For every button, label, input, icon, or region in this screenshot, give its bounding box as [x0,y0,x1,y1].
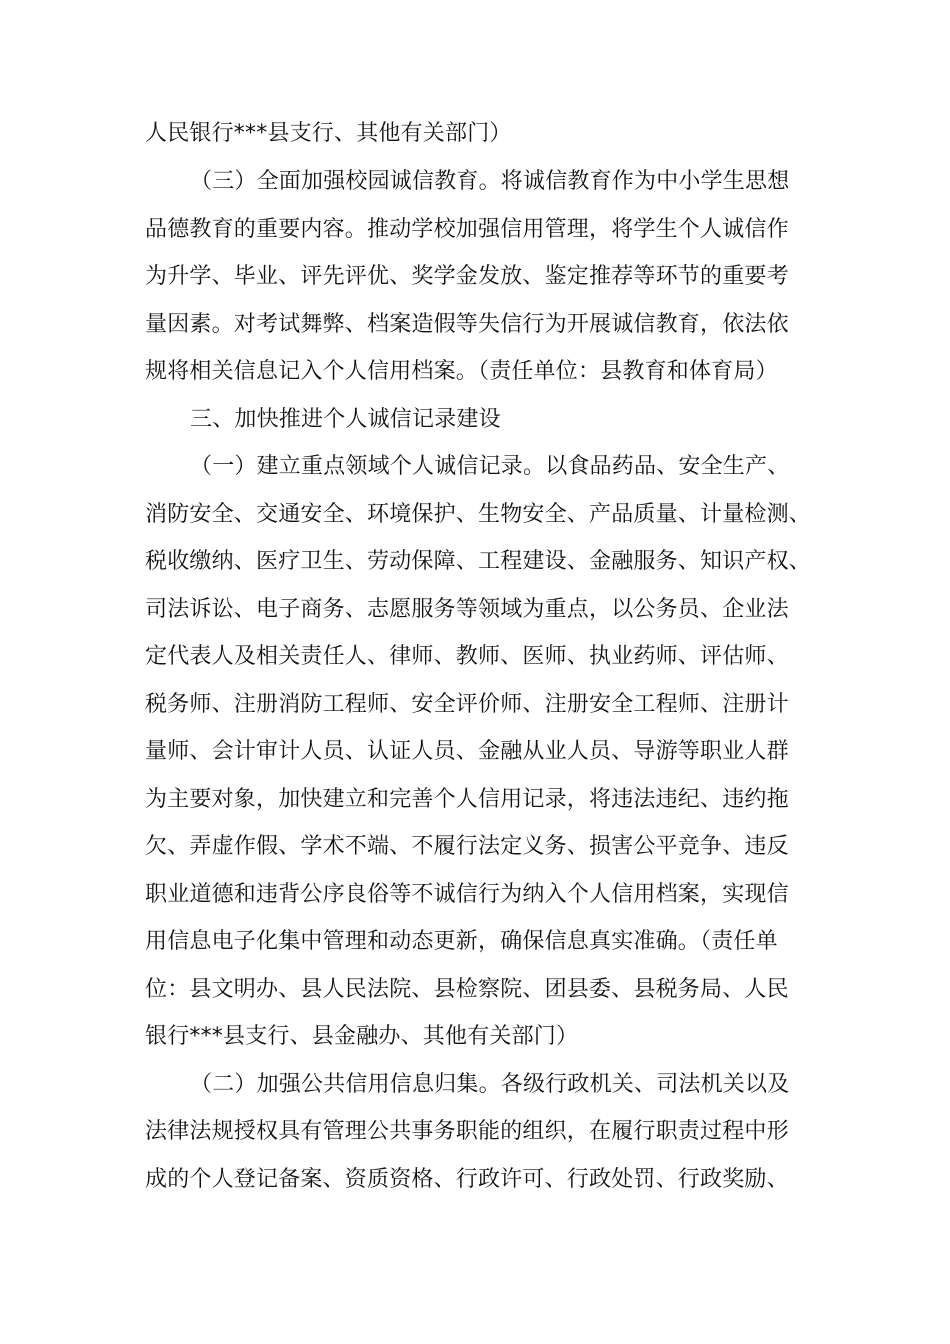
body-text-line: 量师、会计审计人员、认证人员、金融从业人员、导游等职业人群 [145,739,789,764]
body-text-line: 规将相关信息记入个人信用档案。（责任单位：县教育和体育局） [145,359,778,384]
body-text-line: 定代表人及相关责任人、律师、教师、医师、执业药师、评估师、 [145,644,789,669]
paragraph-first-line: （一）建立重点领域个人诚信记录。以食品药品、安全生产、 [190,454,790,479]
body-text-line: 为主要对象，加快建立和完善个人信用记录，将违法违纪、违约拖 [145,787,789,812]
body-text-line: 法律法规授权具有管理公共事务职能的组织，在履行职责过程中形 [145,1119,789,1144]
body-text-line: 成的个人登记备案、资质资格、行政许可、行政处罚、行政奖励、 [145,1167,789,1192]
body-text-line: 税务师、注册消防工程师、安全评价师、注册安全工程师、注册计 [145,692,789,717]
body-text-line: 为升学、毕业、评先评优、奖学金发放、鉴定推荐等环节的重要考 [145,264,789,289]
body-text-line: 量因素。对考试舞弊、档案造假等失信行为开展诚信教育，依法依 [145,312,789,337]
body-text-line: 司法诉讼、电子商务、志愿服务等领域为重点，以公务员、企业法 [145,597,789,622]
body-text-line: 银行***县支行、县金融办、其他有关部门） [145,1024,579,1049]
body-text-line: 位：县文明办、县人民法院、县检察院、团县委、县税务局、人民 [145,977,789,1002]
body-text-line: 用信息电子化集中管理和动态更新，确保信息真实准确。（责任单 [145,929,778,954]
section-heading: 三、加快推进个人诚信记录建设 [190,407,501,432]
body-text-line: 消防安全、交通安全、环境保护、生物安全、产品质量、计量检测、 [145,502,812,527]
body-text-line: 欠、弄虚作假、学术不端、不履行法定义务、损害公平竞争、违反 [145,834,789,859]
body-text-line: 品德教育的重要内容。推动学校加强信用管理，将学生个人诚信作 [145,217,789,242]
body-text-line: 税收缴纳、医疗卫生、劳动保障、工程建设、金融服务、知识产权、 [145,549,812,574]
paragraph-first-line: （三）全面加强校园诚信教育。将诚信教育作为中小学生思想 [190,169,790,194]
body-text-line: 职业道德和违背公序良俗等不诚信行为纳入个人信用档案，实现信 [145,882,789,907]
paragraph-first-line: （二）加强公共信用信息归集。各级行政机关、司法机关以及 [190,1072,790,1097]
body-text-line: 人民银行***县支行、其他有关部门） [145,121,512,146]
